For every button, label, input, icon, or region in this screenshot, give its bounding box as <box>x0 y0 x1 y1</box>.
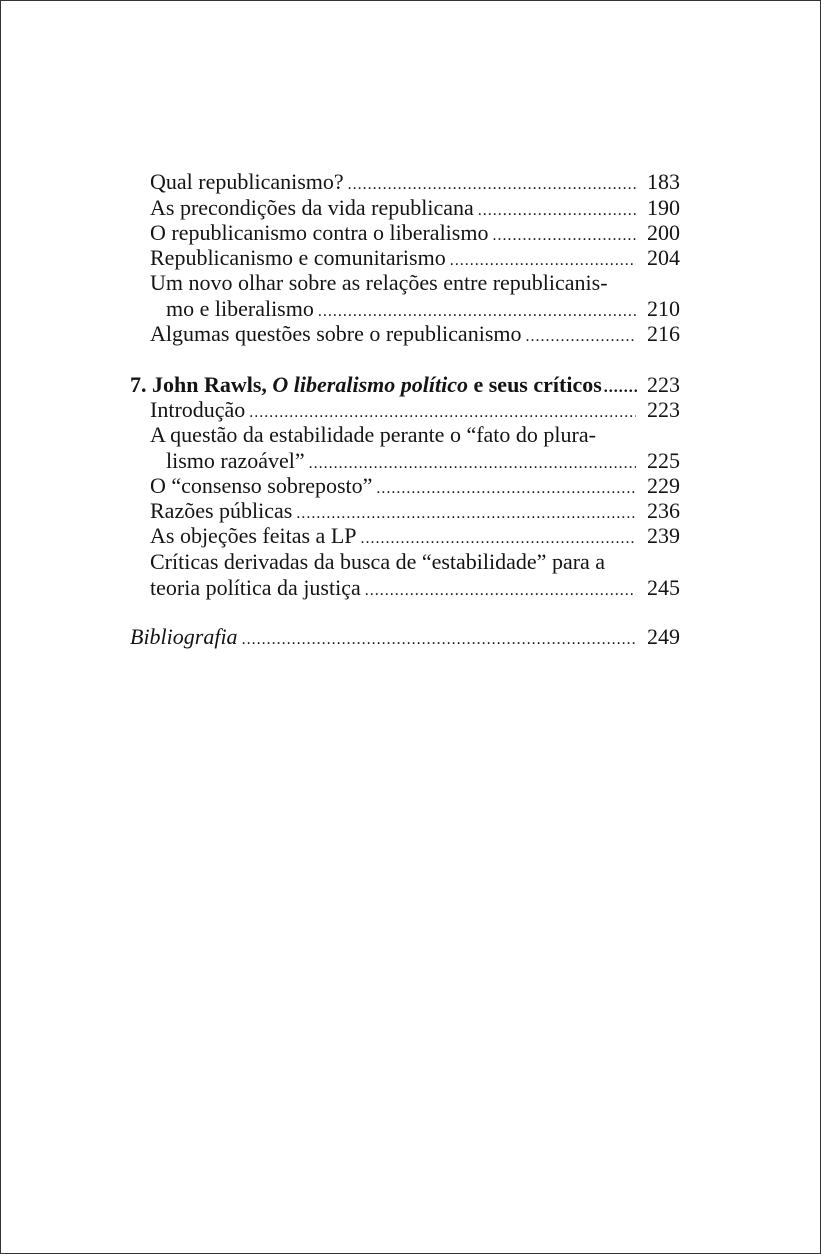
chapter-title <box>130 372 602 398</box>
dot-leader <box>526 324 637 350</box>
toc-entry-title-line1: A questão da estabilidade perante o “fato do plura- <box>150 422 596 447</box>
dot-leader <box>365 578 636 604</box>
chapter-number: 7. <box>130 372 147 397</box>
toc-entry-page: 200 <box>647 220 680 245</box>
toc-entry-title: Razões públicas <box>150 498 293 523</box>
toc-entry-title: Algumas questões sobre o republicanismo <box>150 321 522 346</box>
toc-entry-title-line2: teoria política da justiça <box>150 575 361 600</box>
toc-entry-title: As objeções feitas a LP <box>150 523 357 548</box>
toc-entry-title-line1: Críticas derivadas da busca de “estabilidade” para a <box>150 549 606 574</box>
chapter-page: 223 <box>647 372 680 397</box>
toc-entry-page: 229 <box>647 473 680 498</box>
toc-entry-page: 183 <box>647 169 680 194</box>
dot-leader <box>242 627 636 653</box>
toc-entry-page: 225 <box>647 448 680 473</box>
toc-entry-page: 210 <box>647 296 680 321</box>
toc-entry <box>150 523 680 552</box>
toc-entry <box>150 321 680 350</box>
toc-entry-page: 223 <box>647 397 680 422</box>
toc-entry-title: O “consenso sobreposto” <box>150 473 373 498</box>
toc-entry-page: 239 <box>647 523 680 548</box>
toc-entry <box>150 169 680 198</box>
bibliography-title: Bibliografia <box>130 624 238 649</box>
toc-entry-title-line2: mo e liberalismo <box>166 296 314 321</box>
toc-entry-title: Qual republicanismo? <box>150 169 344 194</box>
toc-entry-title-line1: Um novo olhar sobre as relações entre republicanis- <box>150 270 608 295</box>
chapter-title-rest: e seus críticos <box>473 372 602 397</box>
toc-entry-title: Republicanismo e comunitarismo <box>150 245 446 270</box>
toc-entry-page: 216 <box>647 321 680 346</box>
chapter-author: John Rawls, <box>152 372 267 397</box>
toc-entry-page: 236 <box>647 498 680 523</box>
toc-entry-page: 245 <box>647 575 680 600</box>
chapter-book-title: O liberalismo político <box>272 372 468 397</box>
toc-entry-page: 190 <box>647 195 680 220</box>
toc-entry-title: Introdução <box>150 397 246 422</box>
toc-entry-page: 204 <box>647 245 680 270</box>
toc-entry-title: As precondições da vida republicana <box>150 195 474 220</box>
toc-entry-bibliography <box>130 624 680 653</box>
toc-entry-title: O republicanismo contra o liberalismo <box>150 220 489 245</box>
bibliography-page: 249 <box>647 624 680 649</box>
toc-entry <box>150 575 680 604</box>
toc-entry-title-line2: lismo razoável” <box>166 448 305 473</box>
